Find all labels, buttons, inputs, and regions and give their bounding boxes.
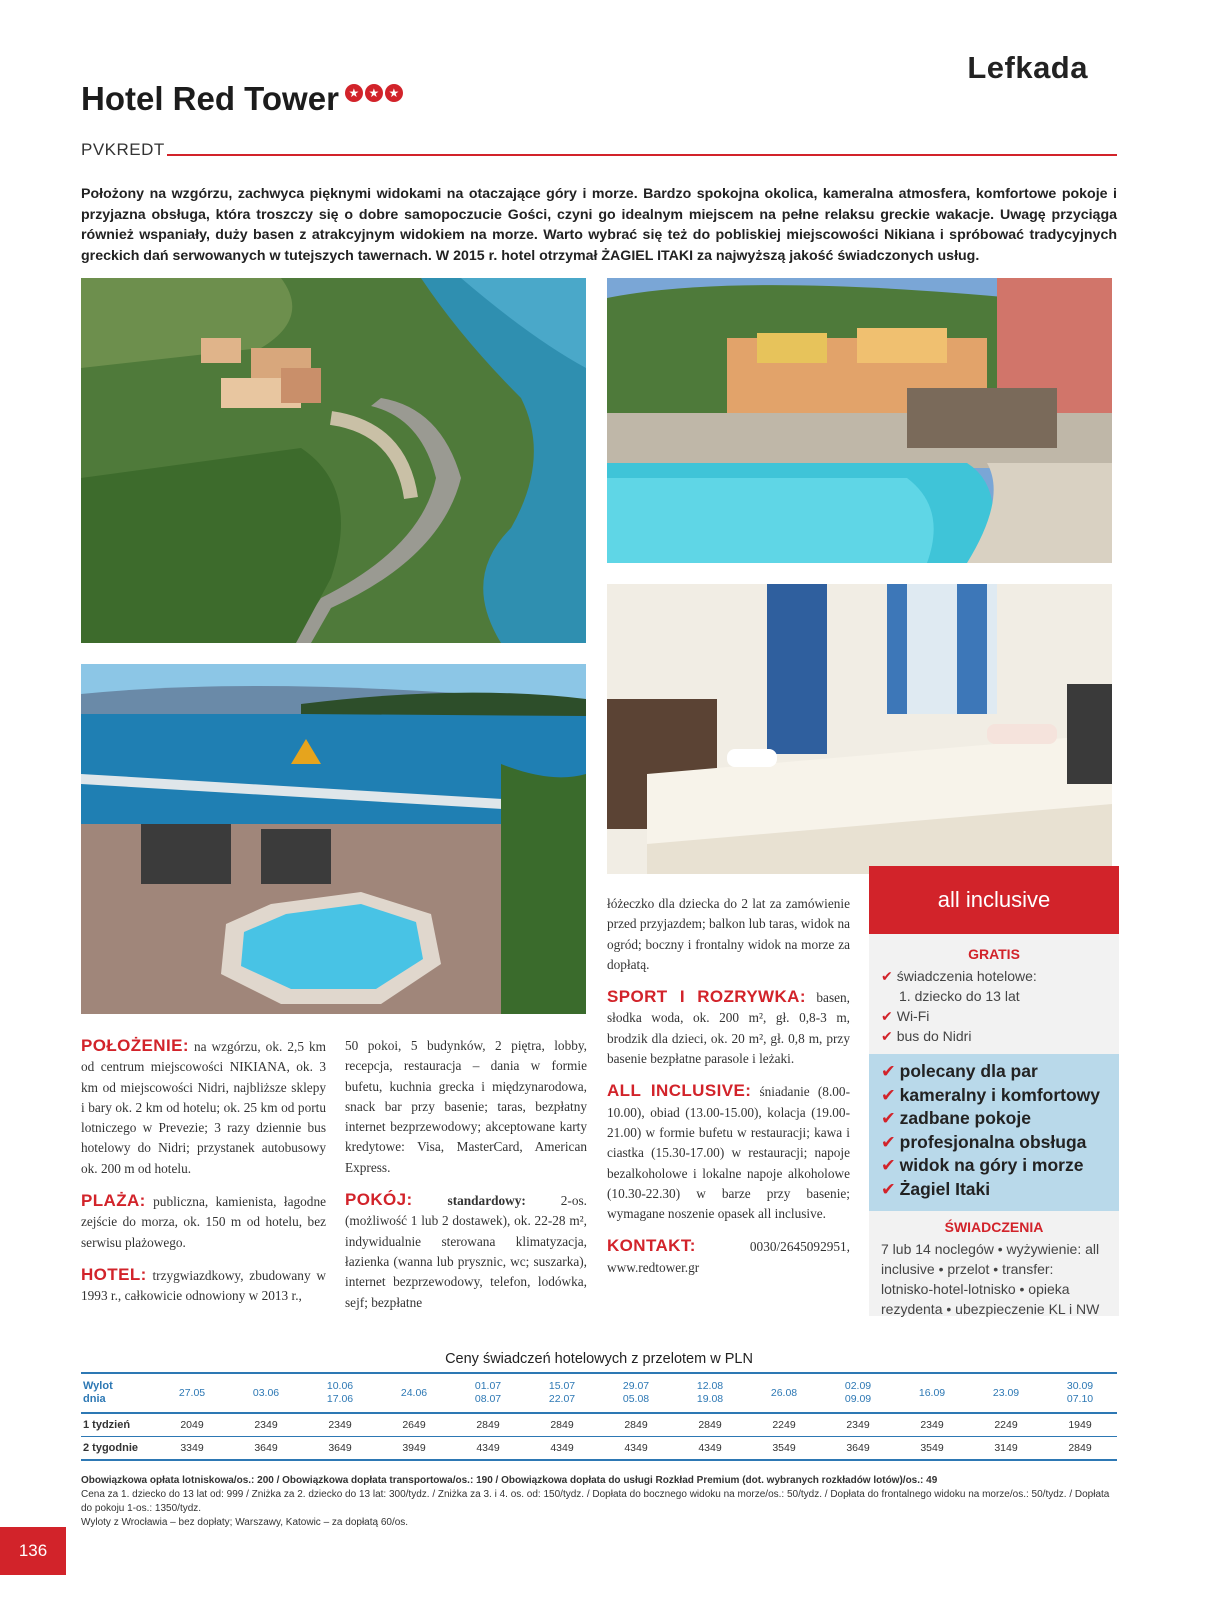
title-divider	[167, 154, 1117, 156]
gratis-list	[881, 966, 1119, 1046]
table-date-cell: 29.07 05.08	[599, 1373, 673, 1413]
table-price-cell: 2849	[1043, 1437, 1117, 1461]
intro-text: Położony na wzgórzu, zachwyca pięknymi widokami na otaczające góry i morze. Bardzo spokojna okolica, kameralna atmosfera, komfortowe pokoje i przyjazna obsługa, która troszczy się o dobre samopoczucie Gości, czyni go idealnym miejscem na pełne relaksu greckie wakacje. Uwagę przyciąga również wspaniały, duży basen z atrakcyjnym widokiem na morze. Warto wybrać się też do pobliskiej miejscowości Nikiana i spróbować tradycyjnych greckich dań serwowanych w tutejszych tawernach. W 2015 r. hotel otrzymał ŻAGIEL ITAKI za najwyższą jakość świadczonych usług.	[81, 186, 1117, 264]
table-price-cell: 3149	[969, 1437, 1043, 1461]
swiadczenia-box	[869, 1211, 1119, 1316]
gratis-item: ✔ bus do Nidri	[881, 1028, 972, 1044]
column-2	[345, 1036, 587, 1325]
photo-hotel-pool	[607, 278, 1112, 563]
table-price-cell: 2649	[377, 1413, 451, 1437]
section-plaza	[81, 1191, 326, 1253]
column-3	[607, 894, 850, 1290]
table-header-row	[81, 1373, 1117, 1413]
heading-plaza: PLAŻA:	[81, 1191, 146, 1211]
table-price-cell: 2249	[969, 1413, 1043, 1437]
table-row	[81, 1437, 1117, 1461]
table-date-cell: 16.09	[895, 1373, 969, 1413]
note-line: Cena za 1. dziecko do 13 lat od: 999 / Zniżka za 2. dziecko do 13 lat: 300/tydz. / Zniżka za 3. i 4. os. od: 150/tydz. / Dopłata do bocznego widoku na morze/os.: 50/tydz. / Dopłata do frontalnego widoku na morze/os.: 50/tydz. / Dopłata do pokoju 1-os.: 1350/tydz.	[81, 1489, 1110, 1514]
hotel-code: PVKREDT	[81, 140, 165, 159]
region-title: Lefkada	[967, 50, 1088, 85]
table-date-cell: 26.08	[747, 1373, 821, 1413]
table-header-label: Wylot dnia	[81, 1373, 155, 1413]
section-pokoj	[345, 1190, 587, 1313]
feature-item: ✔ widok na góry i morze	[881, 1155, 1084, 1175]
table-price-cell: 4349	[451, 1437, 525, 1461]
table-price-cell: 2349	[895, 1413, 969, 1437]
all-inclusive-badge: all inclusive	[869, 866, 1119, 934]
price-table	[81, 1372, 1117, 1461]
table-date-cell: 27.05	[155, 1373, 229, 1413]
gratis-item: ✔ świadczenia hotelowe:	[881, 968, 1037, 984]
features-box	[869, 1054, 1119, 1211]
swiadczenia-text: 7 lub 14 noclegów • wyżywienie: all inclusive • przelot • transfer: lotnisko-hotel-lotnisko • opieka rezydenta • ubezpieczenie KL i NW	[881, 1241, 1100, 1317]
text-pokoj: 2-os. (możliwość 1 lub 2 dostawek), ok. 22-28 m², indywidualnie sterowana klimatyzacja, łazienka (wanna lub prysznic, wc; suszarka), internet bezprzewodowy, telefon, lodówka, sejf; bezpłatne	[345, 1193, 588, 1310]
star-rating	[345, 84, 403, 102]
table-price-cell: 2349	[303, 1413, 377, 1437]
checkmark-icon: ✔	[881, 968, 893, 984]
section-polozenie	[81, 1036, 326, 1179]
table-date-cell: 30.09 07.10	[1043, 1373, 1117, 1413]
table-date-cell: 01.07 08.07	[451, 1373, 525, 1413]
price-notes	[81, 1474, 1117, 1530]
table-date-cell: 10.06 17.06	[303, 1373, 377, 1413]
checkmark-icon: ✔	[881, 1155, 896, 1175]
section-all-inclusive	[607, 1081, 850, 1224]
note-line: Obowiązkowa opłata lotniskowa/os.: 200 / Obowiązkowa dopłata transportowa/os.: 190 / Obowiązkowa dopłata do usługi Rozkład Premium (dot. wybranych rozkładów lotów)/os.: 49	[81, 1475, 938, 1486]
text-hotel-cont: 50 pokoi, 5 budynków, 2 piętra, lobby, recepcja, restauracja – dania w formie bufetu, kuchnia grecka i międzynarodowa, snack bar przy basenie; taras, bezpłatny internet bezprzewodowy; akceptowane karty kredytowe: Visa, MasterCard, American Express.	[345, 1038, 587, 1175]
table-row-label: 1 tydzień	[81, 1413, 155, 1437]
hotel-name: Hotel Red Tower	[81, 80, 339, 117]
feature-item: ✔ Żagiel Itaki	[881, 1178, 991, 1199]
table-date-cell: 03.06	[229, 1373, 303, 1413]
star-icon: ★	[345, 84, 363, 102]
gratis-box	[869, 934, 1119, 1054]
table-price-cell: 3649	[821, 1437, 895, 1461]
table-row	[81, 1413, 1117, 1437]
table-price-cell: 2349	[229, 1413, 303, 1437]
table-price-cell: 2249	[747, 1413, 821, 1437]
text-sport: basen, słodka woda, ok. 200 m², gł. 0,8-3 m, brodzik dla dzieci, ok. 20 m², gł. 0,8 m, przy basenie bezpłatne parasole i leżaki.	[607, 990, 850, 1067]
section-sport	[607, 987, 850, 1069]
checkmark-icon: ✔	[881, 1061, 896, 1081]
heading-kontakt: KONTAKT:	[607, 1236, 696, 1256]
table-date-cell: 23.09	[969, 1373, 1043, 1413]
table-date-cell: 12.08 19.08	[673, 1373, 747, 1413]
column-1	[81, 1036, 326, 1319]
text-pokoj-cont: łóżeczko dla dziecka do 2 lat za zamówienie przed przyjazdem; balkon lub taras, widok na ogród; boczny i frontalny widok na morze za dopłatą.	[607, 896, 850, 972]
checkmark-icon: ✔	[881, 1028, 893, 1044]
table-price-cell: 3649	[303, 1437, 377, 1461]
star-icon: ★	[385, 84, 403, 102]
checkmark-icon: ✔	[881, 1108, 896, 1128]
table-date-cell: 24.06	[377, 1373, 451, 1413]
hotel-title	[81, 80, 403, 118]
table-price-cell: 3549	[747, 1437, 821, 1461]
heading-polozenie: POŁOŻENIE:	[81, 1036, 189, 1055]
table-price-cell: 2349	[821, 1413, 895, 1437]
table-price-cell: 4349	[673, 1437, 747, 1461]
heading-sport: SPORT I ROZRYWKA:	[607, 987, 806, 1007]
section-hotel	[81, 1265, 326, 1307]
table-price-cell: 3649	[229, 1437, 303, 1461]
text-kontakt: 0030/2645092951, www.redtower.gr	[607, 1239, 850, 1275]
heading-hotel: HOTEL:	[81, 1264, 147, 1284]
table-price-cell: 2849	[673, 1413, 747, 1437]
checkmark-icon: ✔	[881, 1084, 896, 1105]
star-icon: ★	[365, 84, 383, 102]
feature-item: ✔ profesjonalna obsługa	[881, 1131, 1087, 1152]
table-price-cell: 4349	[599, 1437, 673, 1461]
feature-item: ✔ kameralny i komfortowy	[881, 1084, 1101, 1105]
table-price-cell: 1949	[1043, 1413, 1117, 1437]
heading-pokoj: POKÓJ:	[345, 1190, 413, 1210]
text-plaza: publiczna, kamienista, łagodne zejście do morza, ok. 150 m od hotelu, bez serwisu plażowego.	[81, 1194, 327, 1250]
feature-item: ✔ zadbane pokoje	[881, 1108, 1031, 1128]
table-price-cell: 2049	[155, 1413, 229, 1437]
text-hotel: trzygwiazdkowy, zbudowany w 1993 r., całkowicie odnowiony w 2013 r.,	[81, 1267, 326, 1304]
table-price-cell: 3549	[895, 1437, 969, 1461]
table-row-label: 2 tygodnie	[81, 1437, 155, 1461]
table-date-cell: 15.07 22.07	[525, 1373, 599, 1413]
gratis-title: GRATIS	[968, 946, 1020, 962]
photo-bedroom	[607, 584, 1112, 874]
text-polozenie: na wzgórzu, ok. 2,5 km od centrum miejscowości NIKIANA, ok. 3 km od miejscowości Nidri, najbliższe sklepy i bary ok. 2 km od hotelu; ok. 25 km od portu lotniczego w Prevezie; 3 razy dziennie bus hotelowy do Nidri; przystanek autobusowy ok. 200 m od hotelu.	[81, 1039, 326, 1176]
photo-aerial-coast	[81, 278, 586, 643]
table-date-cell: 02.09 09.09	[821, 1373, 895, 1413]
table-price-cell: 3349	[155, 1437, 229, 1461]
table-price-cell: 4349	[525, 1437, 599, 1461]
table-price-cell: 2849	[525, 1413, 599, 1437]
gratis-item: 1. dziecko do 13 lat	[899, 988, 1020, 1004]
gratis-item: ✔ Wi-Fi	[881, 1008, 930, 1024]
price-table-title: Ceny świadczeń hotelowych z przelotem w PLN	[445, 1351, 753, 1367]
checkmark-icon: ✔	[881, 1178, 896, 1199]
table-price-cell: 2849	[451, 1413, 525, 1437]
pokoj-type: standardowy:	[447, 1193, 526, 1209]
note-line: Wyloty z Wrocławia – bez dopłaty; Warszawy, Katowic – za dopłatą 60/os.	[81, 1517, 409, 1528]
swiadczenia-title: ŚWIADCZENIA	[944, 1219, 1044, 1235]
checkmark-icon: ✔	[881, 1131, 896, 1152]
table-price-cell: 3949	[377, 1437, 451, 1461]
feature-item: ✔ polecany dla par	[881, 1061, 1038, 1081]
table-price-cell: 2849	[599, 1413, 673, 1437]
photo-hot-tub-terrace	[81, 664, 586, 1014]
page-number: 136	[0, 1527, 66, 1575]
heading-all-inclusive: ALL INCLUSIVE:	[607, 1081, 752, 1101]
text-all-inclusive: śniadanie (8.00-10.00), obiad (13.00-15.00), kolacja (19.00-21.00) w formie bufetu w restauracji; kawa i ciastka (15.30-17.00) w restauracji; napoje bezalkoholowe i lokalne napoje alkoholowe (10.30-22.30) w barze przy basenie; wymagane noszenie opasek all inclusive.	[607, 1084, 850, 1222]
checkmark-icon: ✔	[881, 1008, 893, 1024]
section-kontakt	[607, 1236, 850, 1278]
